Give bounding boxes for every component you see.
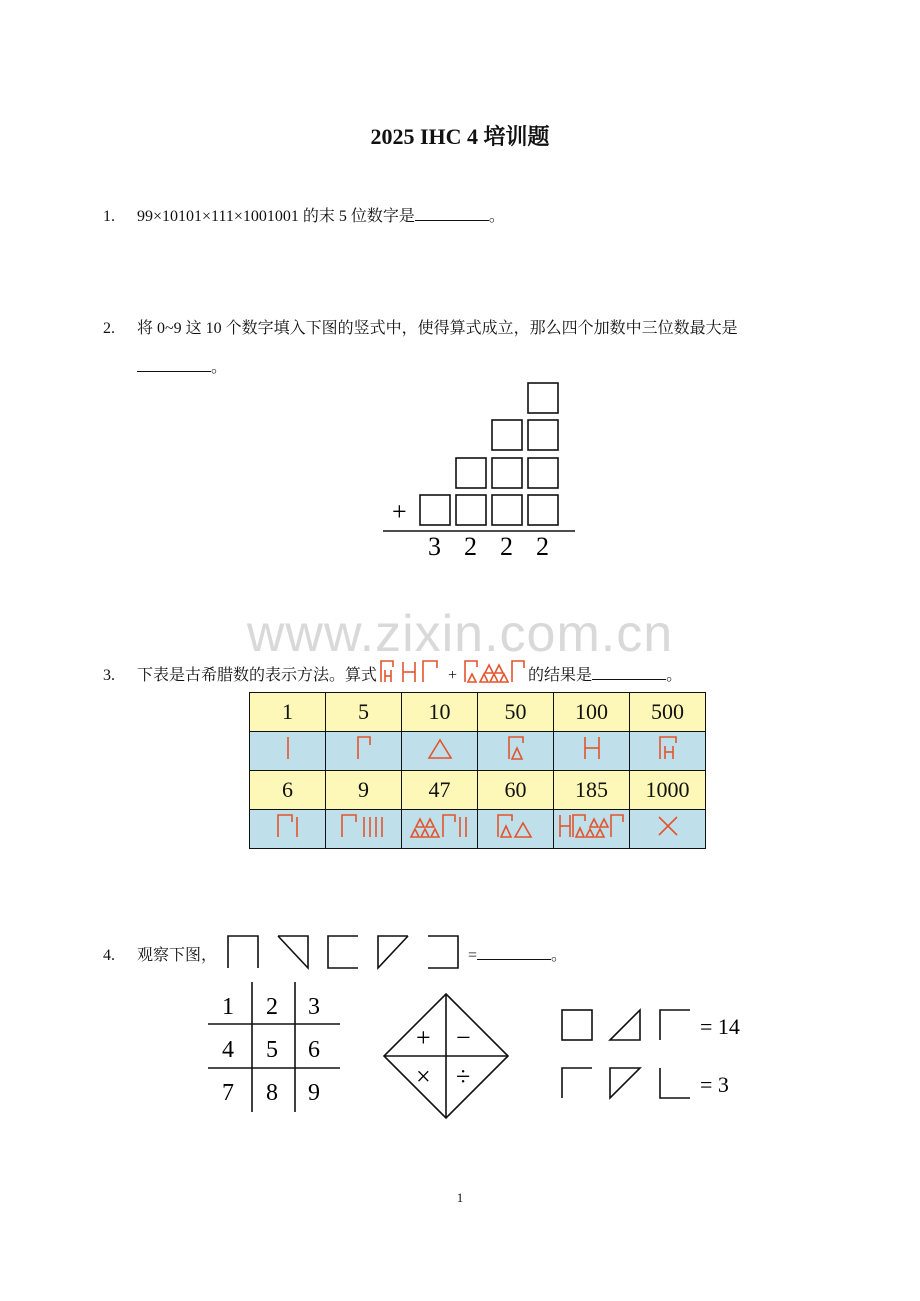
table-cell: [402, 732, 478, 771]
sum-digit: 2: [464, 532, 477, 561]
glyph-shape: [660, 1068, 690, 1098]
greek-numerals-table: [249, 692, 706, 849]
equation-result: = 3: [700, 1072, 729, 1097]
sum-digit: 2: [536, 532, 549, 561]
sum-digit: 3: [428, 532, 441, 561]
table-cell: [554, 810, 630, 849]
question-text: 下表是古希腊数的表示方法。算式: [137, 667, 378, 684]
digit-box: [528, 383, 558, 413]
table-cell: [630, 732, 706, 771]
digit-box: [456, 495, 486, 525]
question-end: 。: [211, 359, 228, 376]
table-cell: 60: [478, 771, 554, 810]
diamond-operator: +: [416, 1023, 431, 1052]
answer-blank: [415, 204, 489, 221]
digit-box: [492, 420, 522, 450]
question-text: 99×10101×111×1001001 的末 5 位数字是: [137, 208, 415, 225]
question-4-answer: [468, 942, 567, 965]
question-end: 。: [488, 208, 505, 225]
table-cell: 47: [402, 771, 478, 810]
grid-digit: 6: [308, 1037, 320, 1063]
table-cell: 10: [402, 693, 478, 732]
grid-digit: 1: [222, 994, 234, 1020]
greek-symbol-9: [334, 811, 394, 841]
digit-box: [456, 458, 486, 488]
watermark: www.zixin.com.cn: [246, 605, 674, 663]
grid-digit: 9: [308, 1080, 320, 1106]
glyph-shape: [428, 936, 458, 968]
greek-symbol-1000: [648, 811, 688, 841]
question-number: 1.: [103, 208, 115, 225]
table-cell: 1: [250, 693, 326, 732]
table-cell: [250, 732, 326, 771]
table-cell: [326, 810, 402, 849]
digit-box: [420, 495, 450, 525]
table-cell: 50: [478, 693, 554, 732]
answer-blank: [592, 663, 666, 680]
glyph-shape: [378, 936, 408, 968]
grid-digit: 3: [308, 994, 320, 1020]
table-row: [250, 771, 706, 810]
question-2: [103, 315, 738, 338]
answer-blank: [137, 355, 211, 372]
glyph-shape: [278, 936, 308, 968]
diamond-operator: ÷: [456, 1062, 471, 1091]
table-row: [250, 810, 706, 849]
grid-digit: 4: [222, 1037, 234, 1063]
greek-symbol-500: [648, 733, 688, 763]
greek-expression-right: [462, 658, 528, 684]
table-row: [250, 732, 706, 771]
question-2-answer-line: [137, 354, 227, 377]
table-cell: 6: [250, 771, 326, 810]
table-cell: [402, 810, 478, 849]
grid-digit: 8: [266, 1080, 278, 1106]
greek-symbol-50: [496, 733, 536, 763]
table-cell: [326, 732, 402, 771]
greek-symbol-1: [268, 733, 308, 763]
table-cell: 9: [326, 771, 402, 810]
question-3: [103, 658, 682, 685]
vertical-addition-figure: [380, 380, 580, 565]
table-cell: 1000: [630, 771, 706, 810]
table-cell: 185: [554, 771, 630, 810]
table-cell: 5: [326, 693, 402, 732]
equation-result: = 14: [700, 1014, 740, 1039]
question-number: 3.: [103, 667, 115, 684]
q4-symbol-sequence: [224, 932, 464, 972]
digit-box: [528, 495, 558, 525]
digit-box: [528, 420, 558, 450]
grid-digit: 7: [222, 1080, 234, 1106]
q4-figures: [200, 980, 760, 1120]
greek-symbol-47: [408, 811, 472, 841]
equals-sign: =: [468, 947, 478, 964]
glyph-shape: [660, 1010, 690, 1040]
digit-box: [528, 458, 558, 488]
table-row: [250, 693, 706, 732]
glyph-shape: [610, 1068, 640, 1098]
greek-symbol-60: [493, 811, 539, 841]
diamond-operator: ×: [416, 1062, 431, 1091]
question-text: 的结果是: [528, 667, 593, 684]
question-text: 将 0~9 这 10 个数字填入下图的竖式中，使得算式成立，那么四个加数中三位数最大是: [137, 320, 738, 337]
sum-digit: 2: [500, 532, 513, 561]
greek-symbol-185: [557, 811, 627, 841]
glyph-shape: [328, 936, 358, 968]
greek-symbol-10: [420, 733, 460, 763]
diamond-operator: −: [456, 1023, 471, 1052]
table-cell: 500: [630, 693, 706, 732]
grid-digit: 5: [266, 1037, 278, 1063]
plus-sign: +: [448, 667, 458, 684]
table-cell: 100: [554, 693, 630, 732]
table-cell: [554, 732, 630, 771]
glyph-shape: [610, 1010, 640, 1040]
glyph-shape: [228, 936, 258, 968]
table-cell: [478, 810, 554, 849]
page-title: 2025 IHC 4 培训题: [370, 124, 550, 149]
plus-sign: +: [392, 497, 407, 526]
table-cell: [630, 810, 706, 849]
table-cell: [478, 732, 554, 771]
digit-box: [492, 495, 522, 525]
question-text: 观察下图，: [137, 947, 218, 964]
question-1: [103, 203, 505, 226]
question-number: 2.: [103, 320, 115, 337]
question-end: 。: [666, 667, 683, 684]
question-end: 。: [551, 947, 568, 964]
greek-symbol-5: [344, 733, 384, 763]
greek-symbol-6: [268, 811, 308, 841]
glyph-shape: [562, 1068, 592, 1098]
page-number: 1: [456, 1190, 464, 1205]
digit-box: [492, 458, 522, 488]
table-cell: [250, 810, 326, 849]
glyph-shape: [562, 1010, 592, 1040]
greek-expression-left: [377, 658, 443, 684]
question-4: [103, 942, 217, 965]
grid-digit: 2: [266, 994, 278, 1020]
answer-blank: [477, 943, 551, 960]
question-number: 4.: [103, 947, 115, 964]
greek-symbol-100: [572, 733, 612, 763]
